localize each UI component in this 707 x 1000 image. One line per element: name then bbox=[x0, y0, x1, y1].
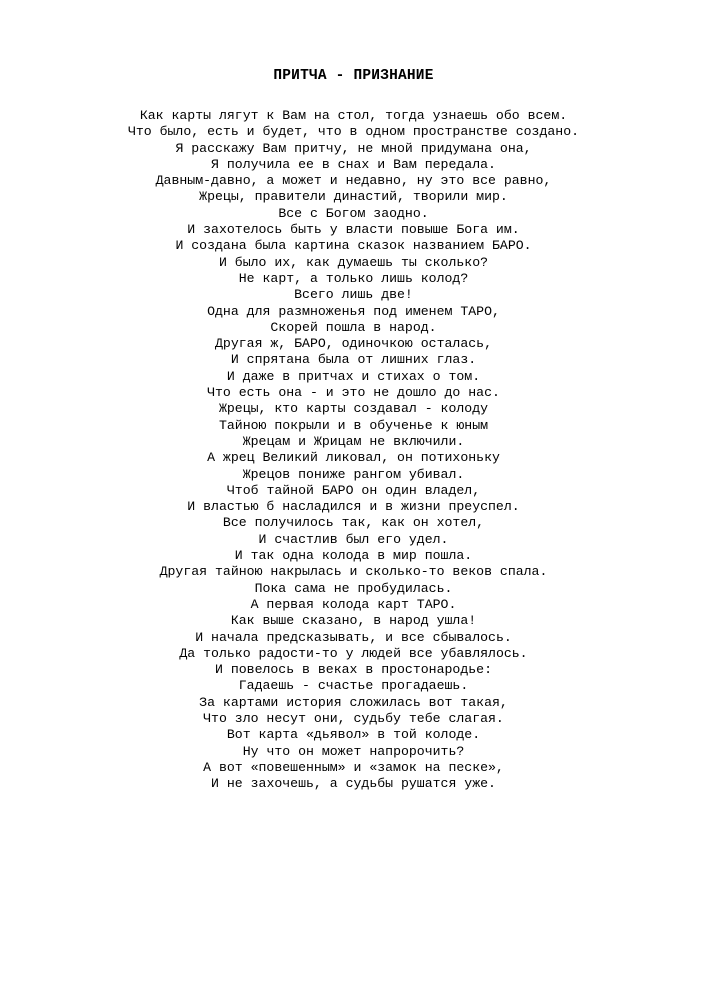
poem-line: Все получилось так, как он хотел, bbox=[222, 515, 485, 531]
poem-line: Жрецы, правители династий, творили мир. bbox=[199, 189, 508, 205]
poem-line: Вот карта «дьявол» в той колоде. bbox=[226, 727, 481, 743]
poem-line: Чтоб тайной БАРО он один владел, bbox=[226, 482, 481, 498]
poem-line: Скорей пошла в народ. bbox=[270, 319, 437, 335]
poem-line: А первая колода карт ТАРО. bbox=[250, 596, 457, 612]
poem-line: Пока сама не пробудилась. bbox=[254, 580, 453, 596]
poem-body bbox=[0, 108, 707, 792]
poem-line: А жрец Великий ликовал, он потихоньку bbox=[207, 450, 500, 466]
poem-line: И не захочешь, а судьбы рушатся уже. bbox=[211, 776, 496, 792]
poem-line: И спрятана была от лишних глаз. bbox=[230, 352, 477, 368]
poem-line: И даже в притчах и стихах о том. bbox=[226, 368, 481, 384]
poem-line: Давным-давно, а может и недавно, ну это все равно, bbox=[155, 173, 552, 189]
poem-line: Не карт, а только лишь колод? bbox=[238, 270, 469, 286]
poem-line: И захотелось быть у власти повыше Бога им. bbox=[187, 222, 520, 238]
poem-line: Я расскажу Вам притчу, не мной придумана она, bbox=[175, 140, 532, 156]
poem-line: Я получила ее в снах и Вам передала. bbox=[211, 156, 496, 172]
poem-line: И было их, как думаешь ты сколько? bbox=[218, 254, 489, 270]
poem-line: И создана была картина сказок названием БАРО. bbox=[175, 238, 532, 254]
poem-line: Что зло несут они, судьбу тебе слагая. bbox=[203, 710, 504, 726]
poem-line: Что было, есть и будет, что в одном пространстве создано. bbox=[127, 124, 580, 140]
document-title: ПРИТЧА - ПРИЗНАНИЕ bbox=[273, 68, 434, 84]
poem-line: Жрецы, кто карты создавал - колоду bbox=[218, 401, 489, 417]
poem-line: И так одна колода в мир пошла. bbox=[234, 548, 473, 564]
poem-line: Ну что он может напророчить? bbox=[242, 743, 465, 759]
poem-line: Одна для размноженья под именем ТАРО, bbox=[207, 303, 500, 319]
poem-line: Жрецов пониже рангом убивал. bbox=[242, 466, 465, 482]
poem-line: И начала предсказывать, и все сбывалось. bbox=[195, 629, 512, 645]
poem-line: Другая ж, БАРО, одиночкою осталась, bbox=[215, 336, 492, 352]
poem-line: И властью б насладился и в жизни преуспел. bbox=[187, 499, 520, 515]
poem-line: Все с Богом заодно. bbox=[278, 205, 429, 221]
poem-line: И счастлив был его удел. bbox=[258, 531, 449, 547]
poem-line: Да только радости-то у людей все убавлялось. bbox=[179, 645, 528, 661]
poem-line: Всего лишь две! bbox=[294, 287, 413, 303]
poem-line: За картами история сложилась вот такая, bbox=[199, 694, 508, 710]
poem-line: А вот «повешенным» и «замок на песке», bbox=[203, 759, 504, 775]
poem-line: И повелось в веках в простонародье: bbox=[215, 662, 492, 678]
poem-line: Тайною покрыли и в обученье к юным bbox=[218, 417, 489, 433]
poem-line: Как выше сказано, в народ ушла! bbox=[230, 613, 477, 629]
poem-line: Как карты лягут к Вам на стол, тогда узнаешь обо всем. bbox=[139, 108, 568, 123]
poem-line: Другая тайною накрылась и сколько-то веков спала. bbox=[159, 564, 548, 580]
poem-line: Гадаешь - счастье прогадаешь. bbox=[238, 678, 469, 694]
poem-line: Жрецам и Жрицам не включили. bbox=[242, 433, 465, 449]
poem-line: Что есть она - и это не дошло до нас. bbox=[207, 385, 500, 401]
